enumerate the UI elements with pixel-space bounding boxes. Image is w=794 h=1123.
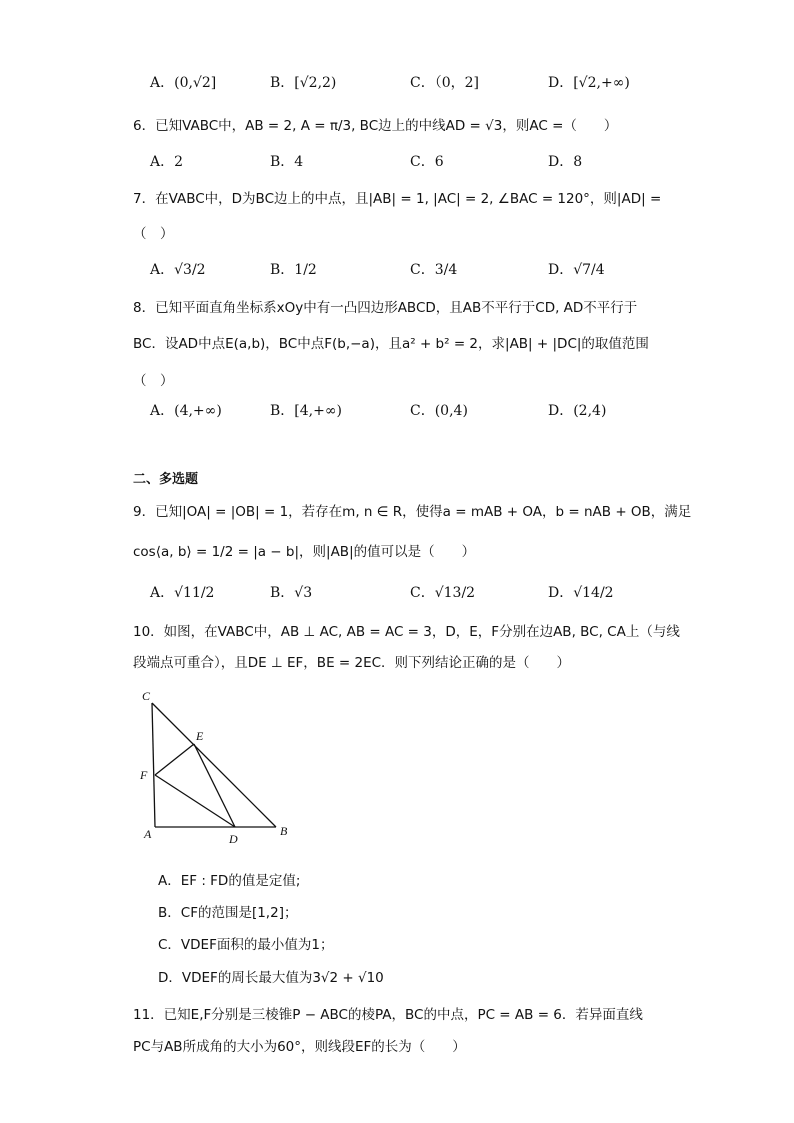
q6-option-a: A．2: [150, 154, 184, 170]
segment-fd: [155, 775, 235, 827]
section-title-multi-choice: 二、多选题: [133, 472, 199, 487]
q7-option-d: D．√7/4: [548, 262, 605, 278]
q10-triangle-figure: [130, 686, 300, 846]
q7-option-b: B．1/2: [270, 262, 317, 278]
q11-line1: 11．已知E,F分别是三棱锥P − ABC的棱PA，BC的中点，PC = AB = 6．若异面直线: [133, 1007, 643, 1023]
q8-line2: BC．设AD中点E(a,b)，BC中点F(b,−a)，且a² + b² = 2，求|AB| + |DC|的取值范围: [133, 336, 649, 352]
segment-ed: [194, 744, 235, 827]
q10-line1: 10．如图，在VABC中，AB ⊥ AC, AB = AC = 3，D，E，F分别在边AB, BC, CA上（与线: [133, 624, 680, 640]
edge-cb: [152, 703, 276, 827]
q10-option-c: C．VDEF面积的最小值为1；: [158, 937, 334, 953]
q5-option-c: C．（0，2]: [410, 75, 479, 91]
q8-option-c: C．(0,4): [410, 403, 468, 419]
q11-line2: PC与AB所成角的大小为60°，则线段EF的长为（ ）: [133, 1039, 466, 1055]
label-a: A: [144, 827, 152, 841]
q7-stem: 7．在VABC中，D为BC边上的中点，且|AB| = 1, |AC| = 2, ∠BAC = 120°，则|AD| =: [133, 191, 662, 207]
q10-line2: 段端点可重合），且DE ⊥ EF，BE = 2EC．则下列结论正确的是（ ）: [133, 655, 571, 671]
label-d: D: [229, 832, 238, 846]
q5-option-d: D．[√2,+∞): [548, 75, 630, 91]
q6-option-d: D．8: [548, 154, 583, 170]
q10-option-d: D．VDEF的周长最大值为3√2 + √10: [158, 970, 384, 986]
q5-option-a: A．(0,√2]: [150, 75, 217, 91]
label-b: B: [280, 824, 288, 838]
label-c: C: [142, 689, 151, 703]
q7-stem-cont: （ ）: [133, 226, 174, 242]
q8-option-d: D．(2,4): [548, 403, 607, 419]
q9-option-d: D．√14/2: [548, 585, 614, 601]
q5-option-b: B．[√2,2): [270, 75, 337, 91]
q6-option-c: C．6: [410, 154, 444, 170]
segment-fe: [155, 744, 194, 775]
q6-option-b: B．4: [270, 154, 304, 170]
label-e: E: [196, 729, 204, 743]
q9-option-b: B．√3: [270, 585, 313, 601]
q9-line1: 9．已知|OA| = |OB| = 1，若存在m, n ∈ R，使得a = mAB + OA，b = nAB + OB，满足: [133, 504, 692, 520]
q8-option-a: A．(4,+∞): [150, 403, 222, 419]
q8-line1: 8．已知平面直角坐标系xOy中有一凸四边形ABCD，且AB不平行于CD, AD不平行于: [133, 300, 638, 316]
q6-stem: 6．已知VABC中，AB = 2, A = π/3, BC边上的中线AD = √3，则AC =（ ）: [133, 118, 618, 134]
q7-option-a: A．√3/2: [150, 262, 206, 278]
q9-line2: cos⟨a, b⟩ = 1/2 = |a − b|，则|AB|的值可以是（ ）: [133, 544, 476, 560]
label-f: F: [140, 768, 148, 782]
q8-option-b: B．[4,+∞): [270, 403, 342, 419]
q8-line3: （ ）: [133, 373, 174, 389]
edge-ca: [152, 703, 155, 827]
q7-option-c: C．3/4: [410, 262, 458, 278]
q9-option-a: A．√11/2: [150, 585, 215, 601]
q9-option-c: C．√13/2: [410, 585, 476, 601]
q10-option-a: A．EF : FD的值是定值;: [158, 873, 301, 889]
q10-option-b: B．CF的范围是[1,2]；: [158, 905, 298, 921]
